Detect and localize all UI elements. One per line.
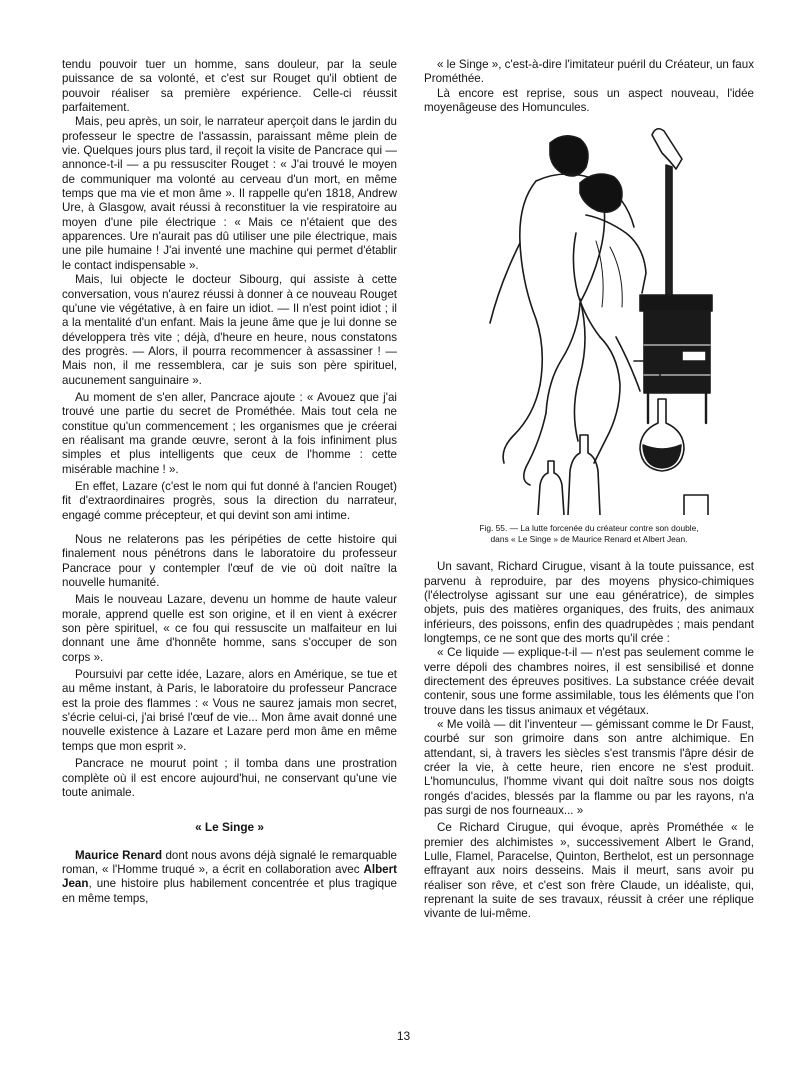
author-name: Albert Jean (62, 862, 397, 891)
man-head (550, 136, 588, 176)
wrestling-figures-illustration (430, 123, 748, 515)
intro-text: , une histoire plus habilement concentrée et plus tragique en même temps, (62, 877, 397, 905)
stove-pipe-top (652, 129, 682, 169)
section-heading: « Le Singe » (195, 820, 264, 835)
paragraph: Un savant, Richard Cirugue, visant à la toute puissance, est parvenu à reproduire, par des moyens physico-chimiques (l'électrolyse agissant sur une eau génératrice), de simples objets, puis des matières organiques, des fruits, des animaux inférieurs, des poissons, enfin des quadrupèdes ; mais pendant longtemps, ce ne sont que des morts qu'il crée : (424, 560, 754, 645)
paragraph: Poursuivi par cette idée, Lazare, alors en Amérique, se tue et au même instant, à Paris, le laboratoire du professeur Pancrace est la proie des flammes : « Vous ne saurez jamais mon secret, s'écrie celui-ci, j'ai brisé l'œuf de vie... Mon âme avait donné une nouvelle existence à Lazare et Lazare perd mon âme en même temps que mon esprit ». (62, 668, 397, 753)
paragraph: « Me voilà — dit l'inventeur — gémissant comme le Dr Faust, courbé sur son grimoire dans son antre alchimique. En attendant, si, à travers les siècles s'est transmis l'âpre désir de créer la vie, à cette heure, rien encore ne s'est produit. L'homunculus, l'homme vivant qui doit naître sous nos doigts rongés d'acides, blessés par la flamme ou par les rayons, n'a pas surgi de nos fourneaux... » (424, 717, 754, 818)
bottle (568, 435, 600, 515)
paragraph: Mais le nouveau Lazare, devenu un homme de haute valeur morale, apprend quelle est son origine, et il en vient à exécrer son père spirituel, « ce fou qui ressuscite un malfaiteur en lui donnant une âme d'honnête homme, sans s'occuper de son corps ». (62, 593, 397, 664)
paragraph: Mais, lui objecte le docteur Sibourg, qui assiste à cette conversation, vous n'aurez réussi à donner à ce nouveau Rouget qu'une vie végétative, à en faire un idiot. — Il n'est point idiot ; il a la mentalité d'un enfant. Mais la jeune âme que je lui donne se développera très vite ; déjà, d'heure en heure, nous constatons des progrès. — Alors, il pourra recommencer à assassiner ! — Mais non, il me ressemblera, car je suis son père spirituel, aucunement sanguinaire ». (62, 273, 397, 387)
double-head (580, 174, 622, 212)
paragraph: Là encore est reprise, sous un aspect nouveau, l'idée moyenâgeuse des Homuncules. (424, 86, 754, 115)
caption-line: dans « Le Singe » de Maurice Renard et Albert Jean. (490, 533, 688, 544)
author-name: Maurice Renard (75, 848, 163, 862)
paragraph: Mais, peu après, un soir, le narrateur aperçoit dans le jardin du professeur le spectre de l'assassin, paraissant même plein de vie. Quelques jours plus tard, il reçoit la visite de Pancrace qui — annonce-t-il — a pu ressusciter Rouget : « J'ai trouvé le moyen de communiquer ma volonté au cerveau d'un mort, en même temps que ma vie et mon âme ». Il rappelle qu'en 1818, Andrew Ure, à Glasgow, avait réussi à reconstituer la vie respiratoire au moyen d'une pile électrique : « Mais ce n'étaient que des apparences. Ure n'aurait pas dû utiliser une pile électrique, mais une pile humaine ! J'ai inventé une machine qui permet d'établir le contact indispensable ». (62, 115, 397, 272)
paragraph: tendu pouvoir tuer un homme, sans douleur, par la seule puissance de sa volonté, et c'est sur Rouget qu'il obtient de pouvoir réaliser sa première expérience. Celle-ci réussit parfaitement. (62, 58, 397, 115)
left-column (62, 58, 397, 906)
paragraph: Au moment de s'en aller, Pancrace ajoute : « Avouez que j'ai trouvé une partie du secret de Prométhée. Mais tout cela ne constitue qu'un commencement ; les organismes que je créerai en réalisant ma grande œuvre, seront à la fois infiniment plus simples et plus intelligents que ceux de l'homme : cette misérable machine ! ». (62, 390, 397, 476)
paragraph: « Ce liquide — explique-t-il — n'est pas seulement comme le verre dépoli des chambres noires, il est sensibilisé et donne directement des épreuves positives. La substance créée devait contenir, sous une forme assimilable, tous les éléments que l'on trouve dans les tissus animaux et végétaux. (424, 646, 754, 717)
paragraph: « le Singe », c'est-à-dire l'imitateur puéril du Créateur, un faux Prométhée. (424, 58, 754, 86)
bottle (538, 461, 564, 515)
figure-illustration (430, 123, 748, 515)
caption-line: Fig. 55. — La lutte forcenée du créateur contre son double, (479, 523, 699, 534)
paragraph: Ce Richard Cirugue, qui évoque, après Prométhée « le premier des alchimistes », successivement Albert le Grand, Lulle, Flamel, Paracelse, Quinton, Berthelot, est un personnage effrayant aux noirs desseins. Mais il meurt, sans avoir pu réaliser son rêve, et c'est son frère Claude, un idéaliste, qui, reprenant la suite de ses travaux, réussit à créer une réplique vivante de lui-même. (424, 821, 754, 921)
paragraph: En effet, Lazare (c'est le nom qui fut donné à l'ancien Rouget) fit d'extraordinaires progrès, sous la direction du narrateur, engagé comme précepteur, et qui devint son ami intime. (62, 479, 397, 522)
page-number: 13 (396, 1029, 411, 1043)
right-column (424, 58, 754, 922)
figure-caption (424, 523, 754, 544)
paragraph: Pancrace ne mourut point ; il tomba dans une prostration complète où il est encore aujourd'hui, ne conservant qu'une vie toute animale. (62, 757, 397, 799)
stove-top (640, 295, 712, 311)
paragraph: Nous ne relaterons pas les péripéties de cette histoire qui finalement nous pénétrons dans le laboratoire du professeur Pancrace pour y contempler l'œuf de vie où doit naître la nouvelle humanité. (62, 533, 397, 590)
section-intro-paragraph (62, 849, 397, 906)
intro-text: dont nous avons déjà signalé le remarquable roman, « l'Homme truqué », a écrit en collaboration avec (62, 848, 398, 876)
